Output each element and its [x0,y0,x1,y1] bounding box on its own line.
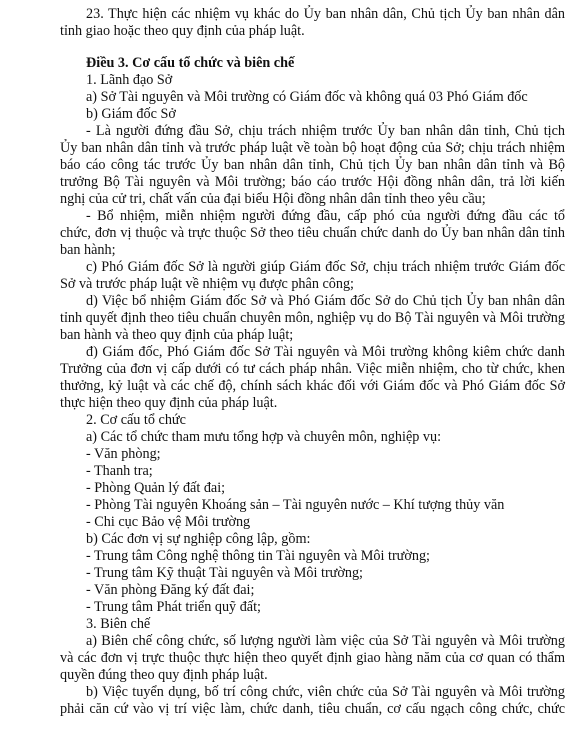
text-line: b) Việc tuyển dụng, bố trí công chức, viên chức của Sở Tài nguyên và Môi trường [86,684,565,700]
list-item: - Thanh tra; [86,463,153,479]
list-item: - Chi cục Bảo vệ Môi trường [86,514,251,530]
list-item: - Văn phòng; [86,446,161,462]
text-line: - Là người đứng đầu Sở, chịu trách nhiệm trước Ủy ban nhân dân tỉnh, Chủ tịch [86,123,565,139]
text-line: quyền đúng theo quy định pháp luật. [60,667,268,683]
text-line: 23. Thực hiện các nhiệm vụ khác do Ủy ban nhân dân, Chủ tịch Ủy ban nhân dân [86,6,565,22]
list-item: - Phòng Quản lý đất đai; [86,480,226,496]
text-line: d) Việc bổ nhiệm Giám đốc Sở và Phó Giám đốc Sở do Chủ tịch Ủy ban nhân dân [86,293,565,309]
text-line: báo cáo công tác trước Ủy ban nhân dân tỉnh, Chủ tịch Ủy ban nhân dân tỉnh và Bộ [60,157,565,173]
section-heading: 2. Cơ cấu tổ chức [86,412,186,428]
list-item: - Văn phòng Đăng ký đất đai; [86,582,255,598]
text-line: - Bổ nhiệm, miễn nhiệm người đứng đầu, cấp phó của người đứng đầu các tổ [86,208,565,224]
text-line: c) Phó Giám đốc Sở là người giúp Giám đốc Sở, chịu trách nhiệm trước Giám đốc [86,259,565,275]
text-line: ban hành và theo quy định của pháp luật; [60,327,294,343]
text-line: a) Các tổ chức tham mưu tổng hợp và chuyên môn, nghiệp vụ: [86,429,442,445]
text-line: thực hiện theo quy định của pháp luật. [60,395,278,411]
text-line: nghị của cử tri, chất vấn của đại biểu Hội đồng nhân dân tỉnh theo yêu cầu; [60,191,486,207]
text-line: đ) Giám đốc, Phó Giám đốc Sở Tài nguyên và Môi trường không kiêm chức danh [86,344,565,360]
text-line: phải căn cứ vào vị trí việc làm, chức danh, tiêu chuẩn, cơ cấu ngạch công chức, chức [60,701,565,717]
list-item: - Trung tâm Phát triển quỹ đất; [86,599,261,615]
text-line: và các đơn vị trực thuộc thực hiện theo quyết định giao hàng năm của cơ quan có thẩm [60,650,565,666]
text-line: Trưởng của đơn vị cấp dưới có tư cách pháp nhân. Việc miễn nhiệm, cho từ chức, khen [60,361,565,377]
text-line: trưởng Bộ Tài nguyên và Môi trường; báo cáo trước Hội đồng nhân dân, trả lời kiến [60,174,565,190]
text-line: chức, đơn vị thuộc và trực thuộc Sở theo tiêu chuẩn chức danh do Ủy ban nhân dân tỉnh [60,225,565,241]
text-line: Sở và trước pháp luật về nhiệm vụ được phân công; [60,276,354,292]
text-line: tỉnh quyết định theo tiêu chuẩn chuyên môn, nghiệp vụ do Bộ Tài nguyên và Môi trường [60,310,565,326]
text-line: Ủy ban nhân dân tỉnh và trước pháp luật về toàn bộ hoạt động của Sở; chịu trách nhiệm [60,140,565,156]
article-heading: Điều 3. Cơ cấu tổ chức và biên chế [86,55,295,71]
text-line: a) Sở Tài nguyên và Môi trường có Giám đốc và không quá 03 Phó Giám đốc [86,89,528,105]
list-item: - Phòng Tài nguyên Khoáng sản – Tài nguyên nước – Khí tượng thủy văn [86,497,505,513]
text-line: thưởng, kỷ luật và các chế độ, chính sách khác đối với Giám đốc và Phó Giám đốc Sở [60,378,565,394]
text-line: 1. Lãnh đạo Sở [86,72,173,88]
text-line: ban hành; [60,242,116,258]
text-line: tỉnh giao hoặc theo quy định của pháp luật. [60,23,305,39]
text-line: b) Giám đốc Sở [86,106,176,122]
text-line: a) Biên chế công chức, số lượng người làm việc của Sở Tài nguyên và Môi trường [86,633,565,649]
list-item: - Trung tâm Kỹ thuật Tài nguyên và Môi trường; [86,565,363,581]
list-item: - Trung tâm Công nghệ thông tin Tài nguyên và Môi trường; [86,548,430,564]
section-heading: 3. Biên chế [86,616,151,632]
text-line: b) Các đơn vị sự nghiệp công lập, gồm: [86,531,311,547]
